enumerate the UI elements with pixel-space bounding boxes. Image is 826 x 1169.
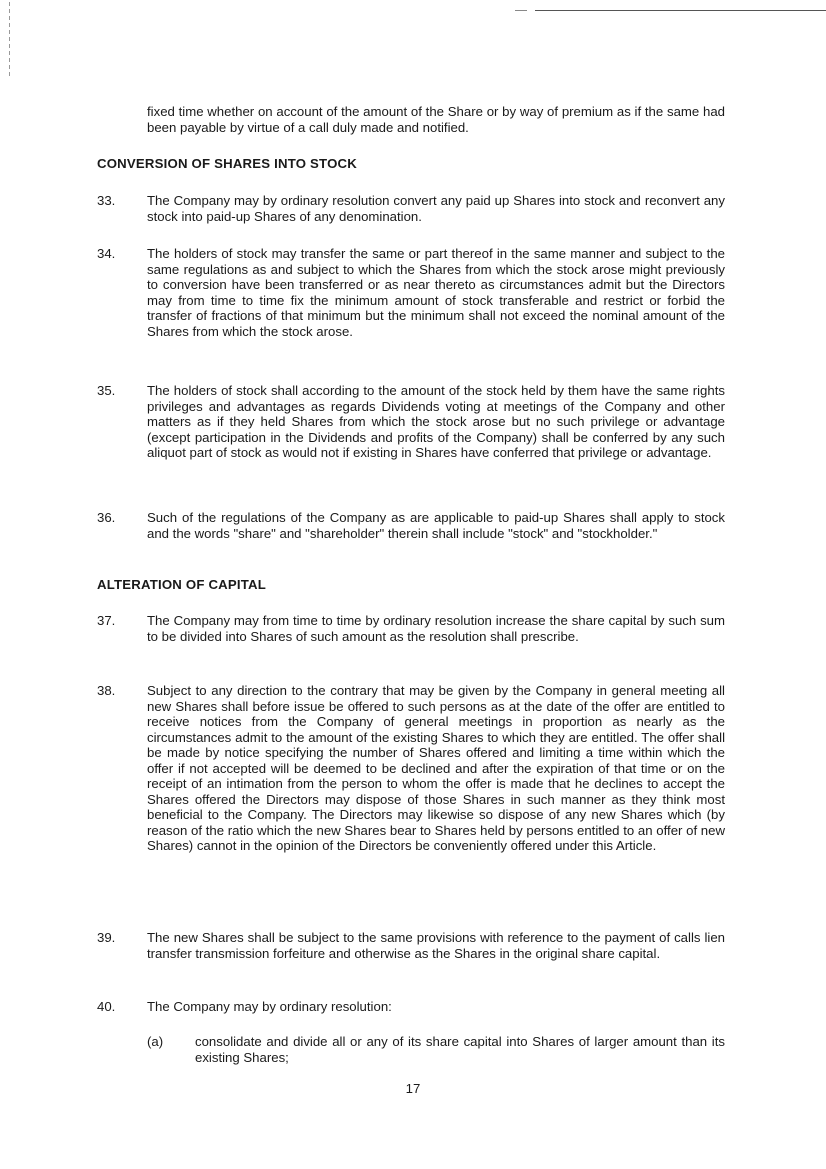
article-text: The holders of stock may transfer the same or part thereof in the same manner and subject to the same regulations as and subject to which the Shares from which the stock arose might previously to conversion have been transferred or as near thereto as circumstances admit but the Directors may from time to time fix the minimum amount of stock transferable and restrict or forbid the transfer of fractions of that minimum but the minimum shall not exceed the nominal amount of the Shares from which the stock arose. [147,246,725,339]
article-number: 38. [97,683,116,698]
continuation-paragraph: fixed time whether on account of the amount of the Share or by way of premium as if the same had been payable by virtue of a call duly made and notified. [147,104,725,135]
article-text: Such of the regulations of the Company as are applicable to paid-up Shares shall apply to stock and the words "share" and "shareholder" therein shall include "stock" and "stockholder." [147,510,725,541]
article-number: 37. [97,613,116,628]
article-number: 34. [97,246,116,261]
header-rule [535,10,826,11]
article-number: 33. [97,193,116,208]
article-number: 40. [97,999,116,1014]
scan-margin-mark [9,2,10,77]
page-number: 17 [405,1081,421,1096]
sub-item-text: consolidate and divide all or any of its share capital into Shares of larger amount than its existing Shares; [195,1034,725,1065]
article-text: The Company may by ordinary resolution convert any paid up Shares into stock and reconvert any stock into paid-up Shares of any denomination. [147,193,725,224]
article-number: 39. [97,930,116,945]
sub-item-label: (a) [147,1034,164,1049]
section-heading-conversion: CONVERSION OF SHARES INTO STOCK [97,156,357,171]
article-text: The holders of stock shall according to the amount of the stock held by them have the same rights privileges and advantages as regards Dividends voting at meetings of the Company and other matters as if they held Shares from which the stock arose but no such privilege or advantage (except participation in the Dividends and profits of the Company) shall be conferred by any such aliquot part of stock as would not if existing in Shares have conferred that privilege or advantage. [147,383,725,460]
article-text: The Company may from time to time by ordinary resolution increase the share capital by such sum to be divided into Shares of such amount as the resolution shall prescribe. [147,613,725,644]
article-text: The new Shares shall be subject to the same provisions with reference to the payment of calls lien transfer transmission forfeiture and otherwise as the Shares in the original share capital. [147,930,725,961]
article-text: The Company may by ordinary resolution: [147,999,392,1014]
article-number: 35. [97,383,116,398]
article-number: 36. [97,510,116,525]
header-rule-fragment [515,10,527,11]
section-heading-alteration: ALTERATION OF CAPITAL [97,577,267,592]
article-text: Subject to any direction to the contrary that may be given by the Company in general meeting all new Shares shall before issue be offered to such persons as at the date of the offer are entitled to receive notices from the Company of general meetings in proportion as nearly as the circumstances admit to the amount of the existing Shares to which they are entitled. The offer shall be made by notice specifying the number of Shares offered and limiting a time within which the offer if not accepted will be deemed to be declined and after the expiration of that time or on the receipt of an intimation from the person to whom the offer is made that he declines to accept the Shares offered the Directors may dispose of those Shares in such manner as they think most beneficial to the Company. The Directors may likewise so dispose of any new Shares which (by reason of the ratio which the new Shares bear to Shares held by persons entitled to an offer of new Shares) cannot in the opinion of the Directors be conveniently offered under this Article. [147,683,725,853]
